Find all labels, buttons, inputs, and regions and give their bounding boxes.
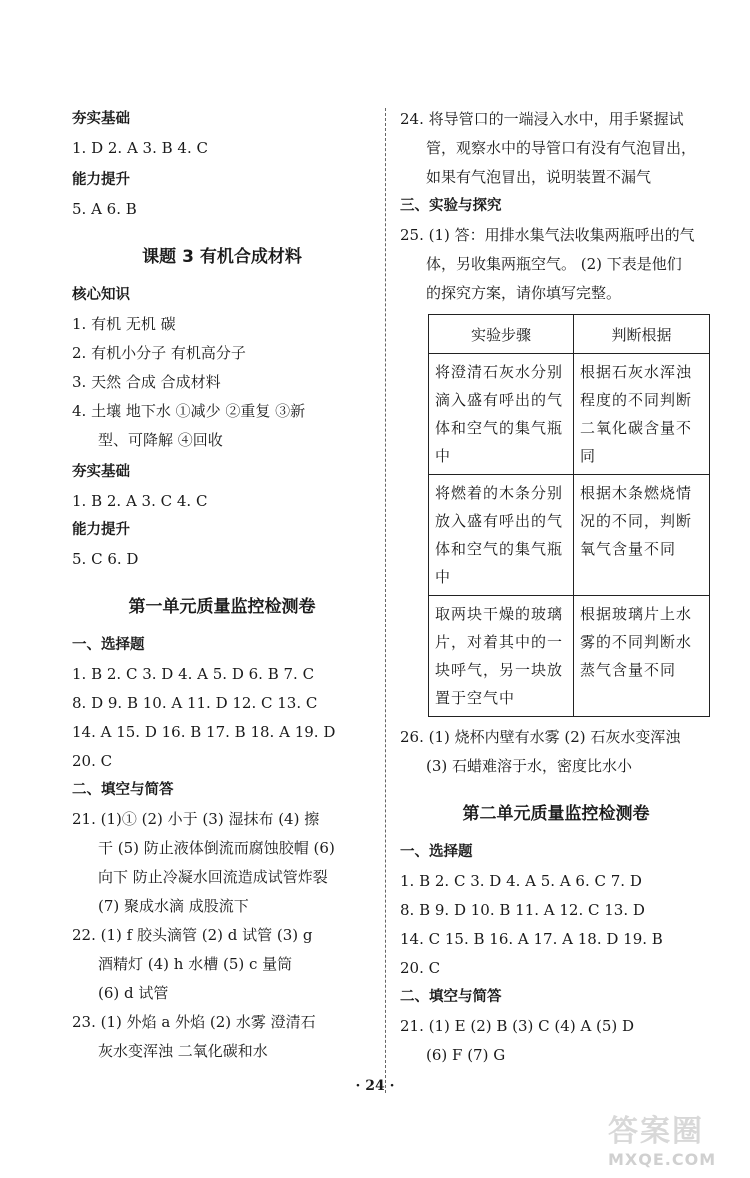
answer-line: 干 (5) 防止液体倒流而腐蚀胶帽 (6)	[98, 839, 335, 857]
page-number: · 24 ·	[355, 1078, 395, 1094]
answer-line: 酒精灯 (4) h 水槽 (5) c 量筒	[98, 955, 293, 973]
table-cell: 取两块干燥的玻璃片，对着其中的一块呼气，另一块放置于空气中	[429, 596, 574, 717]
answer-line: 1. 有机 无机 碳	[72, 315, 176, 333]
answer-line: 1. B 2. A 3. C 4. C	[72, 492, 208, 510]
table-cell: 根据玻璃片上水雾的不同判断水蒸气含量不同	[574, 596, 710, 717]
section-heading: 三、实验与探究	[400, 198, 502, 214]
answer-line: 1. B 2. C 3. D 4. A 5. D 6. B 7. C	[72, 665, 315, 683]
table-cell: 将燃着的木条分别放入盛有呼出的气体和空气的集气瓶中	[429, 475, 574, 596]
answer-line: 4. 土壤 地下水 ①减少 ②重复 ③新	[72, 402, 306, 420]
section-heading: 能力提升	[72, 172, 130, 188]
answer-line: 25. (1) 答：用排水集气法收集两瓶呼出的气	[400, 226, 695, 244]
table-row	[429, 354, 710, 475]
answer-line: 1. B 2. C 3. D 4. A 5. A 6. C 7. D	[400, 872, 642, 890]
answer-line: 20. C	[400, 959, 441, 977]
answer-line: 24. 将导管口的一端浸入水中，用手紧握试	[400, 110, 684, 128]
answer-line: 23. (1) 外焰 a 外焰 (2) 水雾 澄清石	[72, 1013, 316, 1031]
left-column	[72, 105, 372, 1066]
answer-line: 22. (1) f 胶头滴管 (2) d 试管 (3) g	[72, 926, 313, 944]
answer-line: 26. (1) 烧杯内壁有水雾 (2) 石灰水变浑浊	[400, 728, 681, 746]
lesson-title: 课题 3 有机合成材料	[142, 247, 302, 267]
experiment-table	[428, 314, 710, 717]
table-cell: 根据石灰水浑浊程度的不同判断二氧化碳含量不同	[574, 354, 710, 475]
watermark-logo	[608, 1106, 738, 1169]
table-row	[429, 475, 710, 596]
answer-line: 21. (1)① (2) 小于 (3) 湿抹布 (4) 擦	[72, 810, 320, 828]
answer-line: 体，另收集两瓶空气。 (2) 下表是他们	[426, 255, 682, 273]
table-header-cell: 实验步骤	[429, 315, 574, 354]
answer-line: 5. A 6. B	[72, 200, 137, 218]
answer-line: 灰水变浑浊 二氧化碳和水	[98, 1042, 268, 1060]
section-heading: 一、选择题	[72, 637, 145, 653]
answer-line: 如果有气泡冒出，说明装置不漏气	[426, 168, 652, 186]
section-heading: 一、选择题	[400, 844, 473, 860]
answer-line: 的探究方案，请你填写完整。	[426, 284, 622, 302]
table-header-cell: 判断根据	[574, 315, 710, 354]
answer-line: (6) F (7) G	[426, 1046, 506, 1064]
answer-line: 1. D 2. A 3. B 4. C	[72, 139, 208, 157]
answer-line: 管，观察水中的导管口有没有气泡冒出，	[426, 139, 697, 157]
answer-line: 8. D 9. B 10. A 11. D 12. C 13. C	[72, 694, 318, 712]
section-heading: 能力提升	[72, 522, 130, 538]
right-column	[400, 105, 712, 1070]
answer-line: (7) 聚成水滴 成股流下	[98, 897, 249, 915]
answer-line: 5. C 6. D	[72, 550, 139, 568]
watermark-text: 答案圈	[608, 1114, 704, 1149]
answer-line: 21. (1) E (2) B (3) C (4) A (5) D	[400, 1017, 635, 1035]
answer-line: 14. C 15. B 16. A 17. A 18. D 19. B	[400, 930, 663, 948]
section-heading: 夯实基础	[72, 111, 130, 127]
section-heading: 二、填空与简答	[72, 782, 174, 798]
unit-title: 第一单元质量监控检测卷	[128, 597, 316, 617]
watermark-url: MXQE.COM	[608, 1150, 717, 1169]
answer-line: (3) 石蜡难溶于水，密度比水小	[426, 757, 633, 775]
section-heading: 核心知识	[72, 287, 130, 303]
table-header-row	[429, 315, 710, 354]
answer-line: 8. B 9. D 10. B 11. A 12. C 13. D	[400, 901, 645, 919]
answer-line: (6) d 试管	[98, 984, 169, 1002]
unit-title: 第二单元质量监控检测卷	[462, 804, 650, 824]
answer-line: 14. A 15. D 16. B 17. B 18. A 19. D	[72, 723, 336, 741]
table-row	[429, 596, 710, 717]
answer-line: 20. C	[72, 752, 113, 770]
answer-line: 2. 有机小分子 有机高分子	[72, 344, 246, 362]
section-heading: 夯实基础	[72, 464, 130, 480]
answer-line: 型、可降解 ④回收	[98, 431, 223, 449]
table-cell: 根据木条燃烧情况的不同，判断氧气含量不同	[574, 475, 710, 596]
answer-line: 向下 防止冷凝水回流造成试管炸裂	[98, 868, 328, 886]
column-divider	[385, 108, 386, 1093]
section-heading: 二、填空与简答	[400, 989, 502, 1005]
answer-line: 3. 天然 合成 合成材料	[72, 373, 221, 391]
table-cell: 将澄清石灰水分别滴入盛有呼出的气体和空气的集气瓶中	[429, 354, 574, 475]
